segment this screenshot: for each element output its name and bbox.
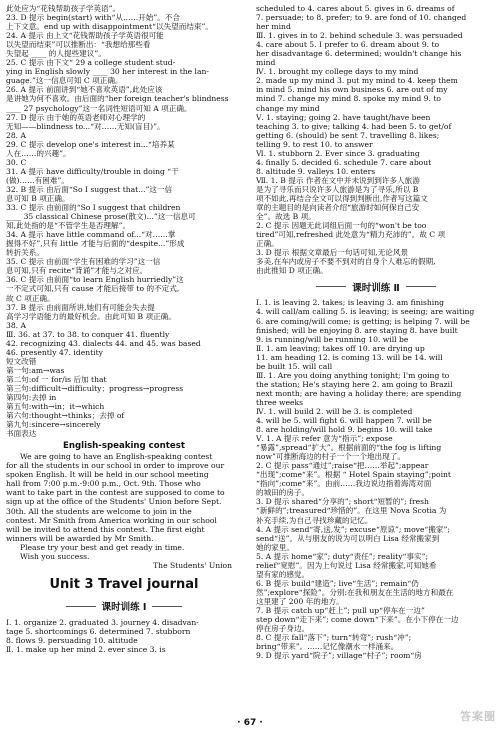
text-line: 书面表达 (6, 429, 37, 439)
text-line: 知,此处指的是“不管学生是否理解”。 (6, 221, 131, 231)
text-line: spoken English. It will be held in our school meeting (6, 470, 209, 480)
text-line: “新鲜的”;treasured“珍惜的”。在这里 Nova Scotia 为 (256, 506, 447, 516)
text-line: 然”;explore“探险”。分别:在我和朋友在生活的地方和最在 (256, 587, 454, 597)
text-line: next month; are having a holiday there; are spending (256, 388, 462, 398)
text-line: be built 15. will call (256, 361, 333, 371)
text-line: 项不如此,再结合全文可以得到判断出,作者写这篇文 (256, 193, 428, 203)
heading-rule (406, 286, 436, 287)
left-column (6, 4, 242, 654)
text-line: 4. will call/am calling 5. is leaving; is seeing; are waiting (256, 307, 475, 317)
notice-title: English-speaking contest (63, 441, 185, 452)
text-line: tired”可知,refreshed 此处意为“精力充沛的”。故 C 项 (256, 230, 446, 240)
text-line: 息可知,只有 recite“背诵”才能与之对应。 (6, 266, 148, 276)
text-line: 此处应为“花钱帮助孩子学英语”。 (6, 4, 121, 13)
text-line: Ⅲ. 1. gives in to 2. behind schedule 3. was persuaded (256, 31, 463, 41)
text-line: send“送”。从与朋友的说为可以明白 Lisa 经常搬家到 (256, 533, 440, 543)
text-line: 望有家的感觉。 (256, 569, 310, 579)
text-line: 2. C 提示 因题无此词组后面一句的“won't be too (256, 221, 427, 231)
text-line: Please try your best and get ready in time. (20, 542, 185, 552)
text-line: Ⅱ. 1. am leaving; takes off 10. are drying up (256, 343, 425, 353)
text-line: 故 C 项正确。 (6, 293, 55, 303)
text-line: “暴露”,spread“扩大”。根据前面的“the fog is lifting (256, 443, 442, 453)
text-line: 42. recognizing 43. dialects 44. and 45. was based (6, 338, 201, 348)
text-line: bring“带来”。……记忆像潮水一样涌来。 (256, 642, 399, 652)
text-line: 33. C 提示 由前面的“So I suggest that children (6, 203, 181, 213)
text-line: 第四句:去掉 in (6, 393, 57, 403)
text-line: 握得不好”,只有 little 才能与后面的“despite...”形成 (6, 239, 185, 249)
text-line: 23. D 提示 begin(start) with“从……开始”。不合 (6, 13, 181, 23)
text-line: 是讲她为何不喜欢。由后面的“her foreign teacher's blindness (6, 94, 229, 104)
text-line: ____ 27 psychology”这一名词性短语可知 A 项正确。 (6, 103, 192, 113)
text-line: 5. A 提示 home“家”; duty“责任”; reality“事实”; (256, 551, 429, 561)
text-line: her disadvantage 6. determined; wouldn't change his (256, 49, 462, 59)
unit-title: Unit 3 Travel journal (49, 576, 199, 592)
right-answers-top (256, 4, 496, 275)
right-answers-bottom (256, 298, 496, 660)
text-line: 3. D 提示 根据文章最后一句话可知,无论风景 (256, 248, 409, 258)
text-line: 4. will be 5. will fight 6. will happen 7. will be (256, 416, 432, 426)
heading-rule (316, 286, 346, 287)
text-line: 高学习学语能力的最好机会。由此可知 B 项正确。 (6, 311, 176, 321)
text-line: three weeks (256, 397, 303, 407)
text-line: 上下文意。end up with disappointment“以失望而结束”。 (6, 22, 214, 32)
text-line: 息可知 B 项正确。 (6, 193, 70, 203)
text-line: winners will be awarded by Mr Smith. (6, 533, 154, 543)
text-line: 29. C 提示 develop one's interest in...“培养某 (6, 139, 175, 149)
text-line: 转折关系。 (6, 248, 44, 258)
text-line: tage 5. shortcomings 6. determined 7. stubborn (6, 626, 191, 636)
lesson-one-title: 课时训练 Ⅰ (101, 602, 147, 614)
text-line: will be invited to attend this contest. The first eight (6, 524, 205, 534)
text-line: 9. is running/will be running 10. will be (256, 334, 409, 344)
text-line: 停在房子身边。 (256, 624, 310, 634)
text-line: Ⅵ. 1. stubborn 2. Ever since 3. graduating (256, 148, 420, 158)
text-line: 2. made up my mind 3. put my mind to 4. keep them (256, 76, 458, 86)
text-line: 第九句:sincere→sincerely (6, 420, 101, 430)
text-line: Ⅰ. 1. organize 2. graduated 3. journey 4. disadvan- (6, 617, 199, 627)
text-line: want to take part in the contest are supposed to come to (6, 488, 225, 498)
text-line: teaching 3. to give; talking 4. had been 5. to get/of (256, 121, 452, 131)
text-line: ____ 35 classical Chinese prose(散文)...”这一信息可 (6, 212, 196, 222)
text-line: change my mind (256, 103, 320, 113)
heading-rule (66, 606, 96, 607)
text-line: 4. care about 5. I prefer to 6. dream about 9. to (256, 40, 440, 50)
text-line: 9. D 提示 yard“院子”; village“村子”; room“房 (256, 651, 422, 661)
text-line: 的城田的房子。 (256, 488, 310, 498)
notice-signature: The Students' Union (153, 560, 232, 570)
text-line: Ⅳ. 1. brought my college days to my mind (256, 67, 419, 77)
text-line: 8. C 提示 fall“落下”; turn“转弯”; rush“冲”; (256, 633, 412, 643)
text-line: 一不定式可知,只有 cause 才能后接带 to 的不定式, (6, 284, 180, 294)
text-line: 7. persuade; to 8. prefer; to 9. are fond of 10. changed (256, 13, 467, 23)
text-line: for all the students in our school in order to improve our (6, 461, 225, 471)
text-line: 4. finally 5. decided 6. schedule 7. care about (256, 157, 432, 167)
text-line: 全”。故选 B 项。 (256, 212, 316, 222)
text-line: 38. A (6, 320, 26, 330)
heading-rule (152, 606, 182, 607)
text-line: mind 7. change my mind 8. spoke my mind 9. to (256, 94, 441, 104)
text-line: Ⅲ. 1. Are you doing anything tonight; I'm going to (256, 370, 450, 380)
text-line: 短文改错 (6, 356, 37, 366)
text-line: 补充手续,为自己寻找珍藏的记忆。 (256, 515, 373, 525)
text-line: Ⅶ. 1. B 提示 作者在文中并未说到到许多人旅游 (256, 175, 420, 185)
text-line: 30. C (6, 157, 27, 167)
text-line: relief“宽慰”。因为上句说过 Lisa 经常搬家,可知她希 (256, 560, 437, 570)
text-line: 37. B 提示 由前面所讲,她们有可能会失去提 (6, 302, 155, 312)
text-line: Ⅴ. 1. staying; going 2. have taught/have been (256, 112, 431, 122)
text-line: 失望起 ____ 的人提些建议”。 (6, 49, 106, 59)
text-line: 8. are holding/will hold 9. begins 10. will take (256, 425, 433, 435)
text-line: 多美,在车内或房子不要不到对的自身个人难忘的假期, (256, 257, 436, 267)
text-line: “出现”;come“来”。根据 “ Hotel Spain staying”;point (256, 470, 451, 480)
text-line: now”可推断海边的村子一个一个地出现了。 (256, 452, 405, 462)
text-line: 无知——blindness to...“对……无知(盲目)”。 (6, 121, 165, 131)
text-line: 她的家里。 (256, 542, 294, 552)
text-line: 24. A 提示 由上文“花钱帮助孩子学英语很可能 (6, 31, 164, 41)
text-line: Ⅰ. 1. is leaving 2. takes; is leaving 3. am finishing (256, 298, 444, 308)
text-line: (做)……有困难”。 (6, 175, 69, 185)
text-line: contest. Mr Smith from America working in our school (6, 515, 217, 525)
text-line: 26. A 提示 前面讲到“她不喜欢英语”,此处应该 (6, 85, 163, 95)
text-line: Ⅳ. 1. will build 2. will be 3. is completed (256, 406, 413, 416)
right-column (256, 4, 496, 660)
text-line: Wish you success. (20, 551, 90, 561)
text-line: in mind 5. mind his own business 6. are out of my (256, 85, 448, 95)
text-line: 正确。 (256, 239, 279, 249)
text-line: 章的主题目的是向读者介绍“旅游时如何保自己安 (256, 203, 420, 213)
text-line: 8. flows 9. persuading 10. altitude (6, 635, 138, 645)
text-line: guage.”这一信息可知 C 项正确。 (6, 76, 123, 86)
text-line: Ⅱ. 1. make up her mind 2. ever since 3. is (6, 645, 166, 654)
text-line: We are going to have an English-speaking contest (20, 452, 213, 462)
text-line: getting 6. (should) be sent 7. travelling 8. likes; (256, 130, 440, 140)
watermark-logo: 答案圈 (460, 710, 496, 723)
text-line: 7. B 提示 catch up“赶上”; pull up“停车在一边” (256, 606, 425, 615)
text-line: 由此推知 D 项正确。 (256, 266, 328, 276)
text-line: 25. C 提示 由下文“ 29 a college student stud- (6, 58, 176, 68)
text-line: step down“走下来”; come down“下来”。在小下停在一边 (256, 615, 459, 625)
text-line: 以失望而结束”可以推断出：“我想给那些看 (6, 40, 151, 50)
text-line: the station; He's staying here 2. am going to Brazil (256, 379, 453, 389)
text-line: 27. D 提示 由于她的英语老师对心理学的 (6, 112, 146, 122)
text-line: “指向”;come“来”。由前……我边说边指着海湾对面 (256, 479, 432, 489)
text-line: 第二句:of 一 for/is 后加 that (6, 374, 107, 384)
text-line: 第三句:difficult→difficulty；progress→progress (6, 383, 184, 393)
text-line: 30th. All the students are welcome to join in the (6, 506, 192, 516)
left-answers-top (6, 4, 242, 438)
text-line: finished; will be enjoying 8. are staying 8. have built (256, 325, 458, 335)
text-line: her mind (256, 22, 291, 32)
left-answers-bottom (6, 618, 242, 654)
text-line: Ⅲ. 36. at 37. to 38. to conquer 41. fluently (6, 329, 170, 339)
text-line: 11. am heading 12. is coming 13. will be 14. will (256, 352, 443, 362)
text-line: scheduled to 4. cares about 5. gives in 6. dreams of (256, 4, 455, 13)
text-line: 32. B 提示 由后面“So I suggest that...”这一信 (6, 184, 173, 194)
lesson-one-heading (6, 600, 242, 613)
text-line: 34. A 提示 have little command of...“对……掌 (6, 230, 176, 240)
text-line: 46. presently 47. identity (6, 347, 103, 357)
text-line: 8. altitude 9. valleys 10. enters (256, 166, 376, 176)
text-line: ying in English slowly ____ 30 her interest in the lan- (6, 67, 209, 77)
text-line: 31. A 提示 have difficulty/trouble in doing “干 (6, 166, 179, 176)
text-line: Ⅴ. 1. A 提示 refer 意为“指示”; expose (256, 434, 393, 444)
lesson-two-title: 课时训练 Ⅱ (352, 282, 400, 294)
text-line: 4. A 提示 send“寄,送,发”; excuse“原谅”; move“搬家”; (256, 524, 450, 534)
text-line: mind (256, 58, 276, 68)
text-line: 第一句:am→was (6, 365, 65, 375)
text-line: 人在……的兴趣”。 (6, 148, 71, 158)
text-line: 2. C 提示 pass“通过”;raise“把……举起”;appear (256, 461, 429, 471)
text-line: hall from 7:00 p.m.-9:00 p.m., Oct. 9th. Those who (6, 479, 201, 489)
text-line: 6. B 提示 build“建造”; live“生活”; remain“仍 (256, 578, 419, 588)
text-line: sign up at the office of the Students' Union before Sept. (6, 497, 222, 507)
text-line: telling 9. to rest 10. to answer (256, 139, 373, 149)
notice-body (6, 452, 242, 561)
text-line: 6. are coming/will come; is getting; is helping 7. will be (256, 316, 470, 326)
text-line: 第六句:thought→thinks；去掉 of (6, 411, 125, 421)
text-line: 第五句:with→in；it→which (6, 402, 105, 412)
text-line: 28. A (6, 130, 26, 140)
text-line: 36. C 提示 由前面“to learn English hurriedly”这 (6, 275, 184, 285)
text-line: 是为了寻乐而只说许多人旅游是为了寻乐,所以 B (256, 184, 419, 194)
text-line: 3. D 提示 shared“分享的”; short“短暂的”; fresh (256, 497, 429, 507)
text-line: 这里建了 200 年的地方。 (256, 596, 344, 606)
text-line: 35. C 提示 由前面“学生有困难的学习”这一信 (6, 257, 161, 267)
page-number: · 67 · (237, 718, 263, 728)
lesson-two-heading (256, 280, 496, 293)
